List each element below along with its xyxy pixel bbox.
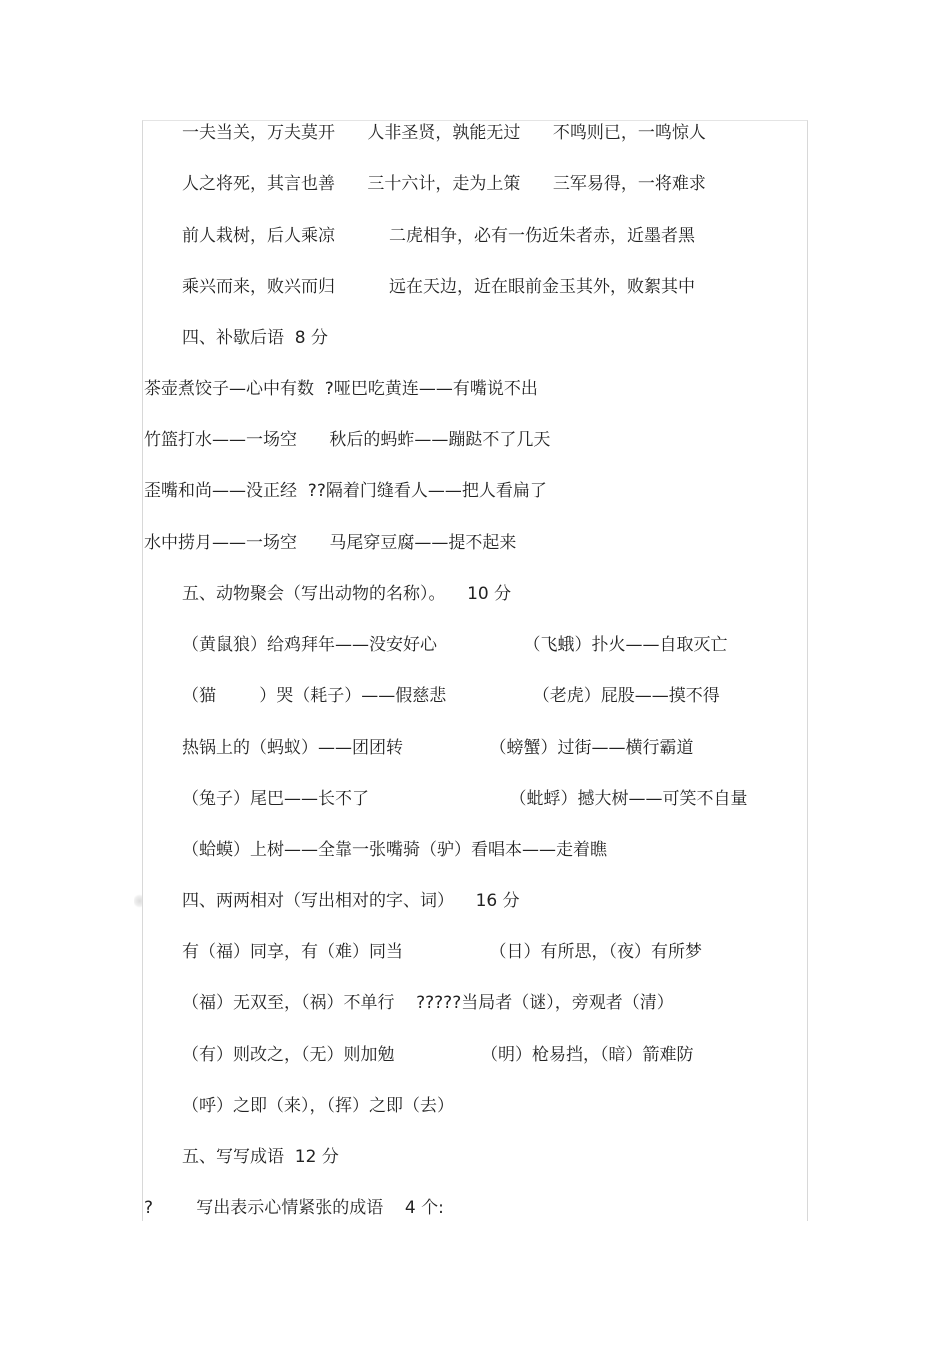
xiehouyu-row-4: 水中捞月——一场空 马尾穿豆腐——提不起来 (144, 533, 517, 553)
section-heading-animals: 五、动物聚会（写出动物的名称）。 10 分 (182, 584, 512, 604)
xiehouyu-row-2: 竹篮打水——一场空 秋后的蚂蚱——蹦跶不了几天 (144, 430, 551, 450)
animal-row-2: （猫 ）哭（耗子）——假慈悲 （老虎）屁股——摸不得 (182, 686, 720, 706)
section-heading-xiehouyu: 四、补歇后语 8 分 (182, 328, 329, 348)
idiom-row-2: 人之将死，其言也善 三十六计，走为上策 三军易得，一将难求 (182, 174, 706, 194)
opposite-row-1: 有（福）同享，有（难）同当 （日）有所思，（夜）有所梦 (182, 942, 702, 962)
margin-mark (134, 893, 142, 909)
xiehouyu-row-1: 茶壶煮饺子—心中有数 ?哑巴吃黄连——有嘴说不出 (144, 379, 538, 399)
section-heading-opposites: 四、两两相对（写出相对的字、词） 16 分 (182, 891, 520, 911)
animal-row-4: （兔子）尾巴——长不了 （蚍蜉）撼大树——可笑不自量 (182, 789, 748, 809)
opposite-row-3: （有）则改之，（无）则加勉 （明）枪易挡，（暗）箭难防 (182, 1045, 694, 1065)
section-heading-idioms: 五、写写成语 12 分 (182, 1147, 339, 1167)
opposite-row-2: （福）无双至，（祸）不单行 ?????当局者（谜），旁观者（清） (182, 993, 674, 1013)
idiom-row-1: 一夫当关，万夫莫开 人非圣贤，孰能无过 不鸣则已，一鸣惊人 (182, 123, 706, 143)
idiom-row-3: 前人栽树，后人乘凉 二虎相争，必有一伤近朱者赤，近墨者黑 (182, 226, 696, 246)
animal-row-3: 热锅上的（蚂蚁）——团团转 （螃蟹）过街——横行霸道 (182, 738, 694, 758)
xiehouyu-row-3: 歪嘴和尚——没正经 ??隔着门缝看人——把人看扁了 (144, 481, 547, 501)
opposite-row-4: （呼）之即（来），（挥）之即（去） (182, 1096, 454, 1116)
idiom-row-4: 乘兴而来，败兴而归 远在天边，近在眼前金玉其外，败絮其中 (182, 277, 696, 297)
animal-row-1: （黄鼠狼）给鸡拜年——没安好心 （飞蛾）扑火——自取灭亡 (182, 635, 728, 655)
idiom-question: ? 写出表示心情紧张的成语 4 个: (144, 1198, 444, 1218)
animal-row-5: （蛤蟆）上树——全靠一张嘴骑（驴）看唱本——走着瞧 (182, 840, 607, 860)
